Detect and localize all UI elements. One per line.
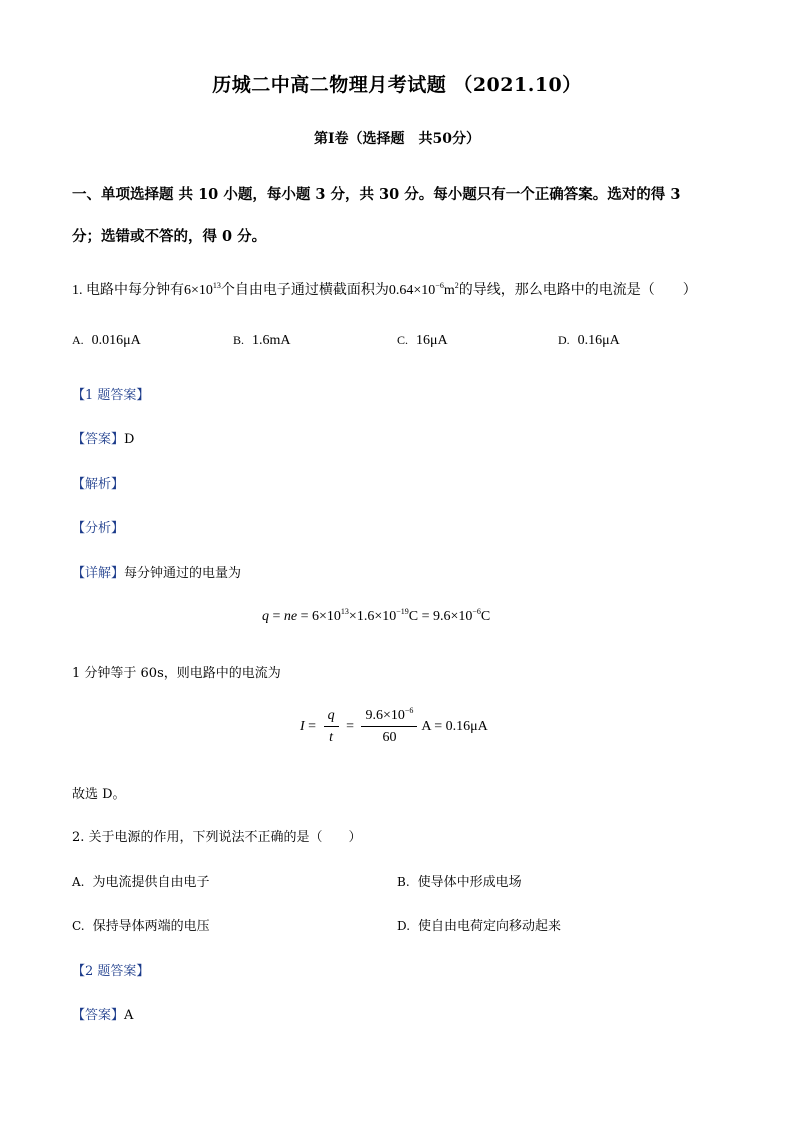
question-1-minute-text: 1 分钟等于 60s，则电路中的电流为 <box>72 666 281 681</box>
question-1-option-b: B. 1.6mA <box>233 333 291 348</box>
question-2-answer: 【答案】A <box>72 1008 134 1023</box>
question-1-option-d: D. 0.16μA <box>558 333 620 348</box>
page-title: 历城二中高二物理月考试题 （2021.10） <box>212 74 582 96</box>
question-1-detail: 【详解】每分钟通过的电量为 <box>72 566 242 581</box>
section-instructions-line1: 一、单项选择题 共 10 小题，每小题 3 分，共 30 分。每小题只有一个正确答案。选对的得 3 <box>72 186 681 203</box>
fraction-value: $\frac{9.6\times 10^{-6}}{60}$ <box>361 708 417 746</box>
formula-charge: q = ne = $6\times 10^{13}\times 1.6\times 10^{-19}C = 9.6\times 10^{-6}C$ <box>262 607 491 624</box>
section-subtitle: 第Ⅰ卷（选择题 共50分） <box>313 131 481 147</box>
question-1-answer: 【答案】D <box>72 432 135 447</box>
formula-current: I = $\frac{q}{t}$ = $\frac{9.6\times 10^{-6}}{60}$ A = 0.16μA <box>300 706 488 745</box>
question-1-fenxi-tag: 【分析】 <box>72 521 125 536</box>
question-1-stem: 1. 电路中每分钟有$6\times 10^{13}$个自由电子通过横截面积为$0.64\times 10^{-6}m^2$的导线，那么电路中的电流是（ ） <box>72 281 697 298</box>
question-2-option-c: C. 保持导体两端的电压 <box>72 919 210 934</box>
section-instructions-line2: 分；选错或不答的，得 0 分。 <box>72 228 267 245</box>
question-2-option-b: B. 使导体中形成电场 <box>397 875 522 890</box>
question-1-answer-header: 【1 题答案】 <box>72 388 150 403</box>
question-2-option-a: A. 为电流提供自由电子 <box>72 875 210 890</box>
question-1-conclusion: 故选 D。 <box>72 787 126 802</box>
question-2-option-d: D. 使自由电荷定向移动起来 <box>397 919 562 934</box>
question-2-stem: 2. 关于电源的作用，下列说法不正确的是（ ） <box>72 830 362 845</box>
question-1-option-c: C. 16μA <box>397 333 448 348</box>
fraction-q-over-t: $\frac{q}{t}$ <box>324 708 339 746</box>
question-2-answer-header: 【2 题答案】 <box>72 964 150 979</box>
question-1-option-a: A. 0.016μA <box>72 333 141 348</box>
question-1-analysis-tag: 【解析】 <box>72 477 125 492</box>
